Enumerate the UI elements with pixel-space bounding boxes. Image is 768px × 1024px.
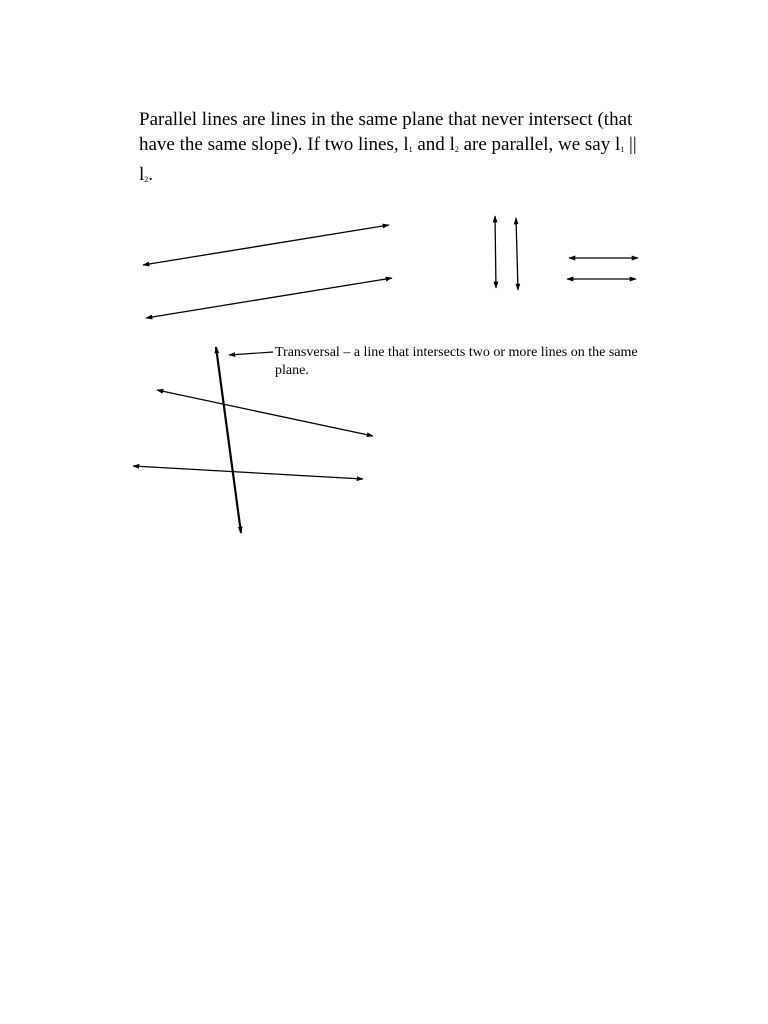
vertical-parallel-line-1 [495,216,496,288]
and-word: and [412,134,450,155]
transversal-description: a line that intersects two or more lines on the same plane. [275,345,638,378]
transversal-term: Transversal [275,345,340,360]
notation-name-a: l [614,134,621,155]
slanted-parallel-line-2 [146,278,392,318]
crossed-line-lower [133,466,363,479]
parallel-symbol: || [624,134,637,155]
vertical-parallel-lines [495,216,518,290]
slanted-parallel-line-1 [143,225,389,265]
line-name-b: l [449,134,455,155]
definition-text-2: are parallel, we say [458,134,615,155]
transversal-label-pointer [229,352,273,355]
line-sub-b: 2 [454,145,459,154]
transversal-line [216,347,241,533]
transversal-dash: – [339,345,354,360]
notation-sub-b: 2 [144,175,149,184]
horizontal-parallel-lines [567,258,638,279]
line-name-a: l [403,134,409,155]
line-sub-a: 1 [408,145,413,154]
transversal-definition [275,344,650,380]
definition-text-1: Parallel lines are lines in the same plane that never intersect (that have the same slope). If two lines, [139,109,633,155]
slanted-parallel-lines [143,225,392,318]
definition-end: . [148,164,154,185]
crossed-line-upper [157,390,373,436]
label-arrow [229,352,273,355]
notation-sub-a: 1 [620,145,625,154]
vertical-parallel-line-2 [516,218,518,290]
notation-name-b: l [139,164,145,185]
